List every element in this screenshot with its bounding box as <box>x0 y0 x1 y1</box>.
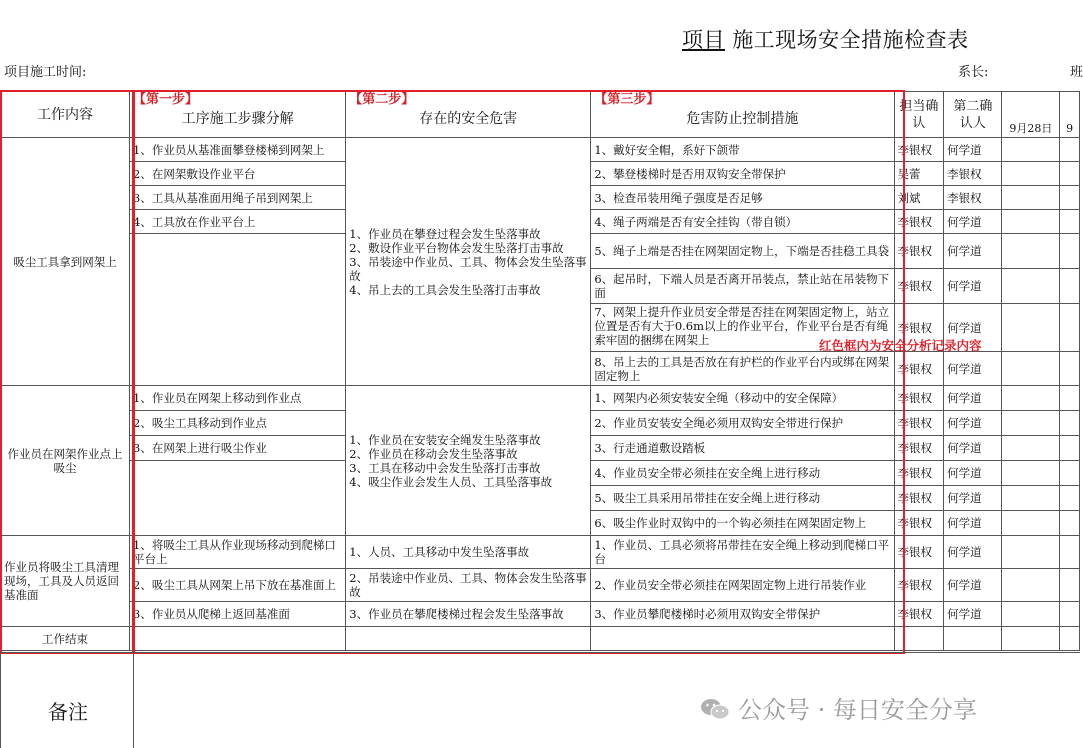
step-cell: 1、将吸尘工具从作业现场移动到爬梯口平台上 <box>130 536 346 569</box>
confirm1-cell: 李银权 <box>894 234 944 269</box>
confirm2-cell: 何学道 <box>944 569 1002 602</box>
confirm1-cell: 李银权 <box>894 411 944 436</box>
confirm2-cell: 何学道 <box>944 352 1002 386</box>
watermark <box>700 690 977 725</box>
confirm1-cell: 李银权 <box>894 386 944 411</box>
empty-cell <box>130 627 346 651</box>
page-title <box>682 24 969 54</box>
header-controls: 【第三步】 危害防止控制措施 <box>591 92 894 138</box>
confirm2-cell: 何学道 <box>944 602 1002 627</box>
control-cell: 1、网架内必须安装安全绳（移动中的安全保障） <box>591 386 894 411</box>
control-cell: 6、吸尘作业时双钩中的一个钩必须挂在网架固定物上 <box>591 511 894 536</box>
date2-cell <box>1060 461 1080 486</box>
control-cell: 2、攀登楼梯时是否用双钩安全带保护 <box>591 162 894 186</box>
hazard-cell: 1、人员、工具移动中发生坠落事故 <box>346 536 591 569</box>
control-cell: 3、检查吊装用绳子强度是否足够 <box>591 186 894 210</box>
confirm2-cell: 何学道 <box>944 411 1002 436</box>
control-cell: 3、行走通道敷设踏板 <box>591 436 894 461</box>
step2-label: 【第二步】 <box>349 92 415 107</box>
date2-cell <box>1060 186 1080 210</box>
hazard-cell: 3、作业员在攀爬楼梯过程会发生坠落事故 <box>346 602 591 627</box>
step-cell: 1、作业员在网架上移动到作业点 <box>130 386 346 411</box>
control-cell: 6、起吊时，下端人员是否离开吊装点，禁止站在吊装物下面 <box>591 269 894 304</box>
confirm2-cell: 何学道 <box>944 486 1002 511</box>
empty-cell <box>591 627 894 651</box>
header-date2: 9 <box>1060 92 1080 138</box>
work-cell: 作业员将吸尘工具清理现场，工具及人员返回基准面 <box>1 536 130 627</box>
confirm1-cell: 李银权 <box>894 210 944 234</box>
confirm1-cell: 李银权 <box>894 269 944 304</box>
empty-cell <box>944 627 1002 651</box>
remarks-divider <box>0 652 1080 653</box>
date2-cell <box>1060 269 1080 304</box>
confirm2-cell: 李银权 <box>944 162 1002 186</box>
date1-cell <box>1002 138 1060 162</box>
confirm2-cell: 何学道 <box>944 269 1002 304</box>
confirm2-cell: 何学道 <box>944 138 1002 162</box>
remarks-separator <box>133 652 134 748</box>
time-label: 项目施工时间: <box>4 65 87 80</box>
hazard-cell: 1、作业员在安装安全绳发生坠落事故 2、作业员在移动会发生坠落事故 3、工具在移动中会发生坠落打击事故 4、吸尘作业会发生人员、工具坠落事故 <box>346 386 591 536</box>
confirm1-cell: 李银权 <box>894 352 944 386</box>
control-cell: 1、作业员、工具必须将吊带挂在安全绳上移动到爬梯口平台 <box>591 536 894 569</box>
date1-cell <box>1002 162 1060 186</box>
annotation-note: 红色框内为安全分析记录内容 <box>819 338 982 353</box>
hazard-cell: 1、作业员在攀登过程会发生坠落事故 2、敷设作业平台物体会发生坠落打击事故 3、吊装途中作业员、工具、物体会发生坠落事故 4、吊上去的工具会发生坠落打击事故 <box>346 138 591 386</box>
confirm1-cell: 李银权 <box>894 436 944 461</box>
confirm2-cell: 何学道 <box>944 210 1002 234</box>
date1-cell <box>1002 269 1060 304</box>
confirm2-cell: 李银权 <box>944 186 1002 210</box>
control-cell: 3、作业员攀爬楼梯时必须用双钩安全带保护 <box>591 602 894 627</box>
confirm1-cell: 李银权 <box>894 461 944 486</box>
header-confirm2: 第二确认人 <box>944 92 1002 138</box>
confirm1-cell: 李银权 <box>894 486 944 511</box>
work-cell: 吸尘工具拿到网架上 <box>1 138 130 386</box>
confirm2-cell: 何学道 <box>944 461 1002 486</box>
empty-cell <box>1060 627 1080 651</box>
date1-cell <box>1002 511 1060 536</box>
step-cell: 1、作业员从基准面攀登楼梯到网架上 <box>130 138 346 162</box>
date1-cell <box>1002 186 1060 210</box>
date1-cell <box>1002 352 1060 386</box>
confirm1-cell: 李银权 <box>894 569 944 602</box>
confirm1-cell: 李银权 <box>894 304 944 352</box>
cut-label: 班 <box>1070 65 1083 80</box>
step-cell: 2、吸尘工具移动到作业点 <box>130 411 346 436</box>
confirm2-cell: 何学道 <box>944 304 1002 352</box>
date2-cell <box>1060 162 1080 186</box>
date2-cell <box>1060 511 1080 536</box>
control-cell: 4、作业员安全带必须挂在安全绳上进行移动 <box>591 461 894 486</box>
empty-cell <box>894 627 944 651</box>
step-cell: 3、在网架上进行吸尘作业 <box>130 436 346 461</box>
date1-cell <box>1002 386 1060 411</box>
title-text: 施工现场安全措施检查表 <box>732 28 969 52</box>
confirm2-cell: 何学道 <box>944 511 1002 536</box>
date2-cell <box>1060 602 1080 627</box>
step-cell: 2、吸尘工具从网架上吊下放在基准面上 <box>130 569 346 602</box>
control-cell: 7、网架上提升作业员安全带是否挂在网架固定物上，站立位置是否有大于0.6m以上的作业平台，作业平台是否有绳索牢固的捆绑在网架上 <box>591 304 894 352</box>
date2-cell <box>1060 411 1080 436</box>
date1-cell <box>1002 210 1060 234</box>
control-cell: 5、绳子上端是否挂在网架固定物上，下端是否挂稳工具袋 <box>591 234 894 269</box>
step-cell-empty <box>130 234 346 386</box>
confirm1-cell: 李银权 <box>894 138 944 162</box>
confirm1-cell: 李银权 <box>894 511 944 536</box>
date1-cell <box>1002 304 1060 352</box>
date1-cell <box>1002 234 1060 269</box>
date1-cell <box>1002 411 1060 436</box>
remarks-label: 备注 <box>48 700 88 724</box>
date2-cell <box>1060 234 1080 269</box>
work-cell: 作业员在网架作业点上吸尘 <box>1 386 130 536</box>
confirm2-cell: 何学道 <box>944 386 1002 411</box>
control-cell: 4、绳子两端是否有安全挂钩（带自锁） <box>591 210 894 234</box>
confirm1-cell: 刘斌 <box>894 186 944 210</box>
date1-cell <box>1002 486 1060 511</box>
header-confirm1: 担当确认 <box>894 92 944 138</box>
watermark-text: 公众号 · 每日安全分享 <box>738 696 977 724</box>
header-work: 工作内容 <box>1 92 130 138</box>
step-cell: 3、作业员从爬梯上返回基准面 <box>130 602 346 627</box>
date1-cell <box>1002 436 1060 461</box>
confirm2-cell: 何学道 <box>944 234 1002 269</box>
date2-cell <box>1060 138 1080 162</box>
confirm1-cell: 吴蕾 <box>894 162 944 186</box>
step-cell: 2、在网架敷设作业平台 <box>130 162 346 186</box>
date1-cell <box>1002 536 1060 569</box>
step1-label: 【第一步】 <box>133 92 199 107</box>
end-label: 工作结束 <box>1 627 130 651</box>
control-cell: 2、作业员安装安全绳必须用双钩安全带进行保护 <box>591 411 894 436</box>
header-steps: 【第一步】 工序施工步骤分解 <box>130 92 346 138</box>
date2-cell <box>1060 569 1080 602</box>
confirm1-cell: 李银权 <box>894 536 944 569</box>
date2-cell <box>1060 304 1080 352</box>
step-cell: 4、工具放在作业平台上 <box>130 210 346 234</box>
header-hazards: 【第二步】 存在的安全危害 <box>346 92 591 138</box>
title-prefix: 项目 <box>682 28 725 52</box>
date2-cell <box>1060 486 1080 511</box>
date2-cell <box>1060 210 1080 234</box>
date2-cell <box>1060 386 1080 411</box>
hazard-cell: 2、吊装途中作业员、工具、物体会发生坠落事故 <box>346 569 591 602</box>
control-cell: 8、吊上去的工具是否放在有护栏的作业平台内或绑在网架固定物上 <box>591 352 894 386</box>
confirm2-cell: 何学道 <box>944 436 1002 461</box>
control-cell: 5、吸尘工具采用吊带挂在安全绳上进行移动 <box>591 486 894 511</box>
date2-cell <box>1060 436 1080 461</box>
header-date1: 9月28日 <box>1002 92 1060 138</box>
empty-cell <box>1002 627 1060 651</box>
step-cell: 3、工具从基准面用绳子吊到网架上 <box>130 186 346 210</box>
dept-label: 系长: <box>958 65 989 80</box>
date2-cell <box>1060 536 1080 569</box>
step3-label: 【第三步】 <box>594 92 660 107</box>
confirm1-cell: 李银权 <box>894 602 944 627</box>
step-cell-empty <box>130 461 346 536</box>
inspection-table <box>0 91 1080 651</box>
confirm2-cell: 何学道 <box>944 536 1002 569</box>
control-cell: 1、戴好安全帽，系好下颌带 <box>591 138 894 162</box>
wechat-icon <box>700 697 730 721</box>
date1-cell <box>1002 569 1060 602</box>
empty-cell <box>346 627 591 651</box>
date1-cell <box>1002 602 1060 627</box>
date2-cell <box>1060 352 1080 386</box>
control-cell: 2、作业员安全带必须挂在网架固定物上进行吊装作业 <box>591 569 894 602</box>
date1-cell <box>1002 461 1060 486</box>
remarks-left-border <box>0 652 1 748</box>
